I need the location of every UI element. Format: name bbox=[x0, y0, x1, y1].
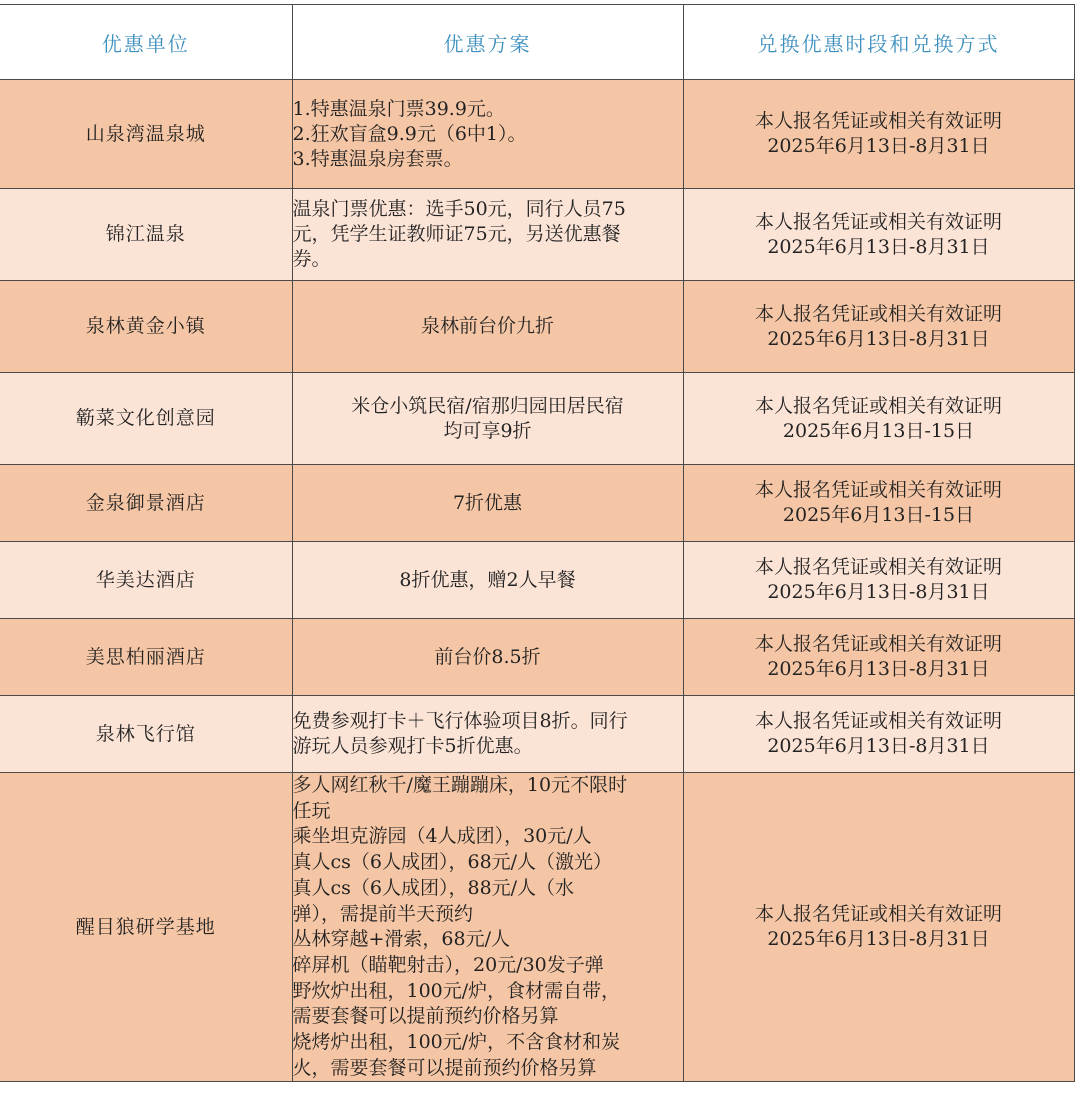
plan-line: 8折优惠，赠2人早餐 bbox=[399, 568, 576, 591]
plan-cell bbox=[292, 619, 683, 696]
plan-line: 温泉门票优惠：选手50元，同行人员75 bbox=[292, 198, 626, 220]
table-row bbox=[0, 189, 1074, 281]
plan-line: 券。 bbox=[292, 248, 331, 270]
table-row bbox=[0, 696, 1074, 773]
table-row bbox=[0, 80, 1074, 189]
plan-line: 乘坐坦克游园（4人成团），30元/人 bbox=[292, 825, 592, 848]
plan-cell bbox=[292, 465, 683, 542]
unit-name: 美思柏丽酒店 bbox=[0, 619, 292, 696]
plan-line: 1.特惠温泉门票39.9元。 bbox=[292, 97, 505, 120]
plan-line: 多人网红秋千/魔王蹦蹦床，10元不限时 bbox=[292, 774, 628, 796]
plan-line: 3.特惠温泉房套票。 bbox=[292, 147, 463, 170]
redeem-period: 2025年6月13日-8月31日 bbox=[767, 928, 990, 951]
plan-line: 真人cs（6人成团），88元/人（水 bbox=[292, 876, 575, 899]
redeem-method: 本人报名凭证或相关有效证明 bbox=[754, 479, 1002, 501]
redeem-cell bbox=[683, 281, 1074, 373]
unit-name: 锦江温泉 bbox=[0, 189, 292, 281]
header-unit: 优惠单位 bbox=[0, 5, 292, 80]
redeem-period: 2025年6月13日-8月31日 bbox=[767, 581, 990, 603]
plan-line: 任玩 bbox=[292, 799, 331, 822]
redeem-cell bbox=[683, 80, 1074, 189]
redeem-cell bbox=[683, 773, 1074, 1082]
plan-line: 野炊炉出租，100元/炉，食材需自带， bbox=[292, 979, 621, 1002]
plan-cell bbox=[292, 773, 683, 1082]
redeem-method: 本人报名凭证或相关有效证明 bbox=[754, 210, 1002, 233]
plan-line: 需要套餐可以提前预约价格另算 bbox=[292, 1005, 559, 1028]
plan-line: 游玩人员参观打卡5折优惠。 bbox=[292, 735, 533, 757]
redeem-method: 本人报名凭证或相关有效证明 bbox=[754, 394, 1002, 417]
redeem-period: 2025年6月13日-15日 bbox=[782, 419, 975, 442]
redeem-method: 本人报名凭证或相关有效证明 bbox=[754, 633, 1002, 655]
plan-line: 碎屏机（瞄靶射击），20元/30发子弹 bbox=[292, 953, 604, 976]
plan-line: 2.狂欢盲盒9.9元（6中1）。 bbox=[292, 122, 527, 145]
unit-name: 醒目狼研学基地 bbox=[0, 773, 292, 1082]
plan-cell bbox=[292, 281, 683, 373]
redeem-method: 本人报名凭证或相关有效证明 bbox=[754, 903, 1002, 926]
redeem-cell bbox=[683, 373, 1074, 465]
plan-line: 弹），需提前半天预约 bbox=[292, 902, 474, 925]
plan-line: 元，凭学生证教师证75元，另送优惠餐 bbox=[292, 223, 621, 245]
plan-line: 火，需要套餐可以提前预约价格另算 bbox=[292, 1056, 597, 1079]
plan-cell bbox=[292, 542, 683, 619]
redeem-cell bbox=[683, 542, 1074, 619]
table-row bbox=[0, 281, 1074, 373]
redeem-period: 2025年6月13日-8月31日 bbox=[767, 735, 990, 757]
redeem-method: 本人报名凭证或相关有效证明 bbox=[754, 556, 1002, 578]
redeem-method: 本人报名凭证或相关有效证明 bbox=[754, 302, 1002, 325]
table-row bbox=[0, 542, 1074, 619]
plan-line: 泉林前台价九折 bbox=[420, 315, 554, 337]
plan-line: 前台价8.5折 bbox=[434, 645, 541, 668]
plan-line: 丛林穿越+滑索，68元/人 bbox=[292, 928, 510, 951]
header-plan: 优惠方案 bbox=[292, 5, 683, 80]
plan-cell bbox=[292, 696, 683, 773]
plan-line: 烧烤炉出租，100元/炉，不含食材和炭 bbox=[292, 1031, 621, 1054]
redeem-cell bbox=[683, 696, 1074, 773]
header-redeem: 兑换优惠时段和兑换方式 bbox=[683, 5, 1074, 80]
unit-name: 华美达酒店 bbox=[0, 542, 292, 619]
plan-line: 免费参观打卡＋飞行体验项目8折。同行 bbox=[292, 710, 628, 732]
redeem-cell bbox=[683, 189, 1074, 281]
unit-name: 金泉御景酒店 bbox=[0, 465, 292, 542]
unit-name: 簕菜文化创意园 bbox=[0, 373, 292, 465]
redeem-period: 2025年6月13日-15日 bbox=[782, 504, 975, 526]
plan-cell bbox=[292, 80, 683, 189]
plan-line: 均可享9折 bbox=[443, 419, 532, 442]
plan-line: 7折优惠 bbox=[452, 491, 523, 514]
plan-cell bbox=[292, 189, 683, 281]
redeem-cell bbox=[683, 619, 1074, 696]
redeem-method: 本人报名凭证或相关有效证明 bbox=[754, 110, 1002, 132]
table-row bbox=[0, 465, 1074, 542]
plan-cell bbox=[292, 373, 683, 465]
unit-name: 泉林黄金小镇 bbox=[0, 281, 292, 373]
plan-line: 真人cs（6人成团），68元/人（激光） bbox=[292, 851, 613, 874]
redeem-cell bbox=[683, 465, 1074, 542]
redeem-period: 2025年6月13日-8月31日 bbox=[767, 235, 990, 258]
unit-name: 山泉湾温泉城 bbox=[0, 80, 292, 189]
table-row bbox=[0, 773, 1074, 1082]
redeem-period: 2025年6月13日-8月31日 bbox=[767, 327, 990, 350]
plan-line: 米仓小筑民宿/宿那归园田居民宿 bbox=[351, 394, 624, 417]
redeem-period: 2025年6月13日-8月31日 bbox=[767, 135, 990, 157]
unit-name: 泉林飞行馆 bbox=[0, 696, 292, 773]
table-header-row bbox=[0, 5, 1074, 80]
redeem-method: 本人报名凭证或相关有效证明 bbox=[754, 710, 1002, 732]
redeem-period: 2025年6月13日-8月31日 bbox=[767, 658, 990, 680]
table-row bbox=[0, 619, 1074, 696]
discount-table bbox=[0, 4, 1075, 1082]
table-row bbox=[0, 373, 1074, 465]
